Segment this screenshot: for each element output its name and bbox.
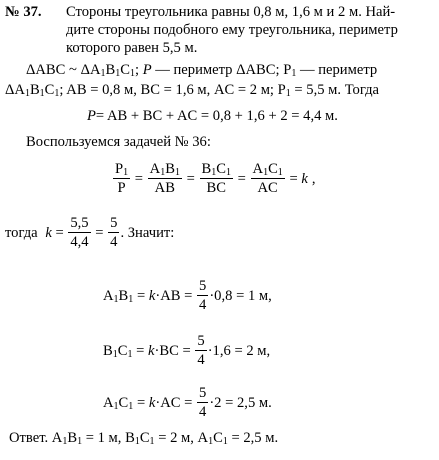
ratio-formula: $\frac{P_1}{P}$ = $\frac{A_1B_1}{AB}$ = $\frac{B_1C_1}{BC}$ = $\frac{A_1C_1}{AC}$ = k , <box>115 161 316 196</box>
equation-a1c1: $A_1C_1 = k\cdot AC$ = $\frac{5}{4}$ ·2 = 2,5 м. <box>103 385 272 420</box>
problem-text-line-2: дите стороны подобного ему треугольника, периметр <box>66 22 398 38</box>
ratio-fraction-p: $\frac{P_1}{P}$ <box>115 161 129 196</box>
equation-a1b1: $A_1B_1 = k\cdot AB$ = $\frac{5}{4}$ ·0,8 = 1 м, <box>103 278 272 313</box>
problem-number: № 37. <box>5 4 42 20</box>
problem-text-line-1: Стороны треугольника равны 0,8 м, 1,6 м и 2 м. Най- <box>66 4 396 20</box>
k-value-line: тогда k = $\frac{5,5}{4,4}$ = $\frac{5}{4}$ . Значит: <box>5 215 175 250</box>
ratio-fraction-bc: $\frac{B_1C_1}{BC}$ <box>201 161 231 196</box>
ratio-fraction-ab: $\frac{A_1B_1}{AB}$ <box>149 161 180 196</box>
problem-header <box>5 5 42 20</box>
use-task-36: Воспользуемся задачей № 36: <box>26 134 211 150</box>
given-line-1: ΔABC ~ $\Delta A_1B_1C_1$; P — периметр ΔABC; $P_1$ — периметр <box>26 62 378 79</box>
equation-b1c1: $B_1C_1 = k\cdot BC$ = $\frac{5}{4}$ ·1,6 = 2 м, <box>103 333 271 368</box>
ratio-fraction-ac: $\frac{A_1C_1}{AC}$ <box>252 161 283 196</box>
perimeter-formula: P= AB + BC + AC = 0,8 + 1,6 + 2 = 4,4 м. <box>87 108 338 124</box>
problem-text-line-3: которого равен 5,5 м. <box>66 40 198 56</box>
given-line-2: $\Delta A_1B_1C_1$; AB = 0,8 м, BC = 1,6 м, AC = 2 м; $P_1 = 5,5$ м. Тогда <box>5 82 379 99</box>
answer-line: Ответ. $A_1B_1 = 1$ м, $B_1C_1 = 2$ м, $A_1C_1 = 2,5$ м. <box>9 430 279 447</box>
k-fraction-1: $\frac{5,5}{4,4}$ <box>70 215 89 250</box>
k-fraction-2: $\frac{5}{4}$ <box>110 215 118 250</box>
